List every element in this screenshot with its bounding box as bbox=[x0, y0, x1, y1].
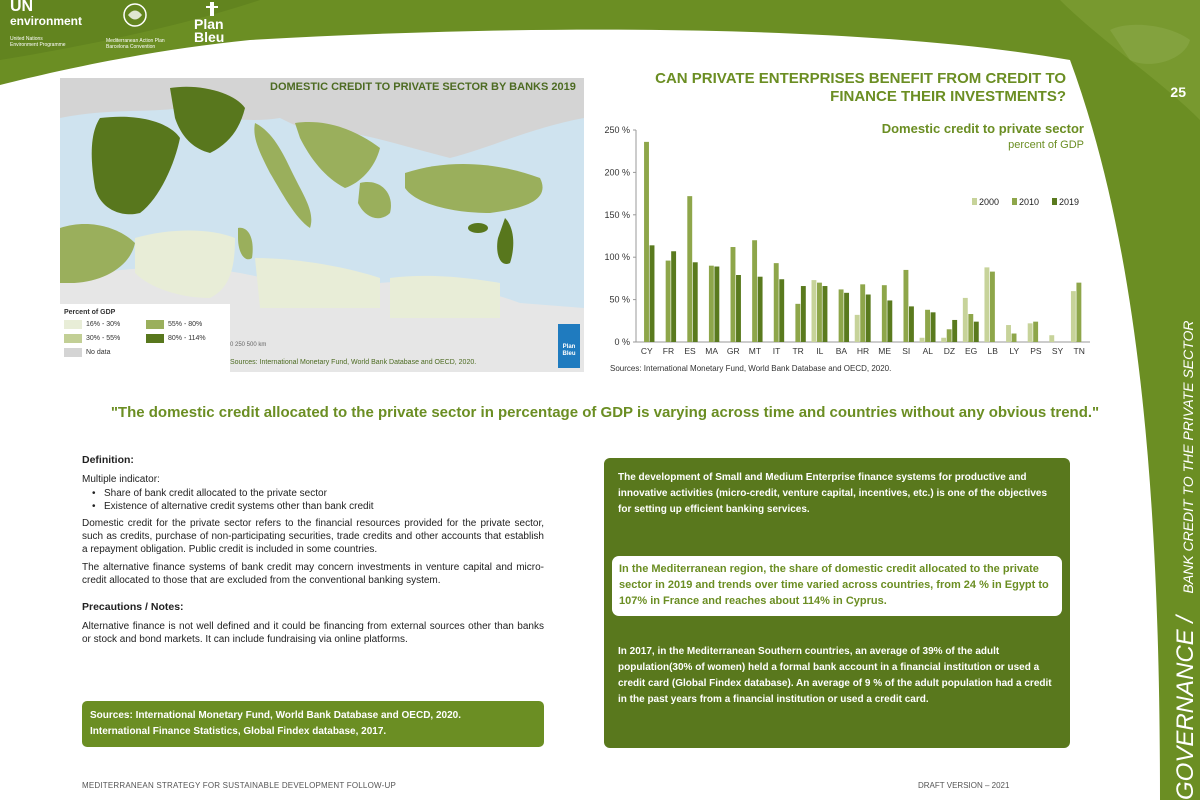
legend-title: Percent of GDP bbox=[64, 309, 116, 316]
logo-un-small1: United Nations bbox=[10, 36, 43, 42]
plan-bleu-logo bbox=[194, 0, 234, 50]
chart-title: Domestic credit to private sector bbox=[881, 121, 1084, 136]
x-tick-label: MA bbox=[705, 346, 719, 356]
bar-HR-2010 bbox=[860, 284, 865, 342]
legend-label: 30% - 55% bbox=[86, 335, 121, 342]
x-tick-label: TN bbox=[1073, 346, 1085, 356]
map-legend bbox=[60, 304, 230, 372]
y-tick-label: 250 % bbox=[604, 125, 630, 135]
bar-LB-2010 bbox=[990, 272, 995, 342]
chart-heading-line1: CAN PRIVATE ENTERPRISES BENEFIT FROM CREDIT TO bbox=[655, 70, 1066, 87]
sources-line2: International Finance Statistics, Global Findex database, 2017. bbox=[90, 726, 387, 737]
bar-IT-2019 bbox=[779, 279, 784, 342]
key-message-highlight: In the Mediterranean region, the share of domestic credit allocated to the private sector in 2019 and trends over time varied across countries, from 24 % in Egypt to 107% in France and reaches about 114% in Cyprus. bbox=[612, 556, 1062, 616]
map-source: Sources: International Monetary Fund, World Bank Database and OECD, 2020. bbox=[230, 359, 477, 366]
bar-IL-2000 bbox=[812, 280, 817, 342]
x-tick-label: ES bbox=[684, 346, 696, 356]
key-messages-box bbox=[604, 458, 1070, 748]
bar-SY-2000 bbox=[1049, 335, 1054, 342]
x-tick-label: SI bbox=[902, 346, 911, 356]
bar-MT-2010 bbox=[752, 240, 757, 342]
legend-item bbox=[146, 320, 228, 329]
logo-pb-line1: Plan bbox=[194, 16, 224, 32]
footer-right: DRAFT VERSION – 2021 bbox=[918, 781, 1010, 790]
x-tick-label: LY bbox=[1009, 346, 1020, 356]
legend-item bbox=[64, 348, 146, 357]
logo-map-small2: Barcelona Convention bbox=[106, 44, 156, 50]
map-emblem-icon bbox=[122, 2, 148, 28]
sources-line1: Sources: International Monetary Fund, World Bank Database and OECD, 2020. bbox=[90, 710, 462, 721]
chart-legend-swatch-2019 bbox=[1052, 198, 1057, 205]
y-tick-label: 100 % bbox=[604, 252, 630, 263]
bar-FR-2010 bbox=[666, 261, 671, 342]
logo-un-env-text: environment bbox=[10, 14, 83, 28]
bar-HR-2019 bbox=[866, 295, 871, 342]
legend-label: 55% - 80% bbox=[168, 321, 203, 328]
bar-GR-2019 bbox=[736, 275, 741, 342]
bar-ES-2010 bbox=[687, 196, 692, 342]
bar-EG-2010 bbox=[968, 314, 973, 342]
bar-IL-2019 bbox=[823, 286, 828, 342]
chart-legend-label-2019: 2019 bbox=[1059, 197, 1080, 207]
bar-LY-2000 bbox=[1006, 325, 1011, 342]
bar-PS-2000 bbox=[1028, 323, 1033, 342]
bar-TN-2000 bbox=[1071, 291, 1076, 342]
map-plan-bleu-logo bbox=[558, 324, 580, 368]
x-tick-label: EG bbox=[964, 346, 978, 356]
side-title bbox=[1172, 320, 1200, 800]
bar-PS-2010 bbox=[1033, 322, 1038, 342]
precautions-text: Alternative finance is not well defined and it could be financing from external sources other than banks or stock and bond markets. It can include fundraising via online platforms. bbox=[82, 621, 544, 645]
bar-TR-2019 bbox=[801, 286, 806, 342]
side-title-sub: BANK CREDIT TO THE PRIVATE SECTOR bbox=[1180, 320, 1196, 594]
footer-left: MEDITERRANEAN STRATEGY FOR SUSTAINABLE DEVELOPMENT FOLLOW-UP bbox=[82, 781, 396, 790]
bar-CY-2019 bbox=[650, 245, 655, 342]
bar-SI-2019 bbox=[909, 306, 914, 342]
legend-item bbox=[64, 334, 146, 343]
chart-heading bbox=[598, 70, 1066, 106]
bar-AL-2000 bbox=[920, 338, 925, 342]
chart-legend-swatch-2000 bbox=[972, 198, 977, 205]
precautions-title: Precautions / Notes: bbox=[82, 601, 184, 613]
bar-MA-2010 bbox=[709, 266, 714, 342]
plan-bleu-emblem-icon bbox=[204, 2, 220, 16]
x-tick-label: SY bbox=[1051, 346, 1064, 356]
chart-heading-line2: FINANCE THEIR INVESTMENTS? bbox=[830, 88, 1066, 105]
x-tick-label: FR bbox=[662, 346, 675, 356]
bar-TN-2010 bbox=[1076, 283, 1081, 342]
bar-DZ-2010 bbox=[947, 329, 952, 342]
map-scale: 0 250 500 km bbox=[230, 342, 267, 348]
legend-label: No data bbox=[86, 349, 111, 356]
definition-paragraph-2: The alternative finance systems of bank credit may concern investments in venture capital and micro-credit allocated to those that are excluded from the conventional banking system. bbox=[82, 562, 544, 586]
legend-label: 80% - 114% bbox=[168, 335, 206, 342]
definition-paragraph-1: Domestic credit for the private sector refers to the financial resources provided for the private sector, such as credits, purchase of non-participating securities, trade credits and other accounts that establish a repayment obligation. Public credit is included in some countries. bbox=[82, 518, 544, 555]
definition-bullet: • Existence of alternative credit systems other than bank credit bbox=[92, 500, 544, 513]
logo-un-small2: Environment Programme bbox=[10, 42, 66, 48]
logo-un-text: UN bbox=[10, 0, 34, 15]
key-message-1: The development of Small and Medium Enterprise finance systems for productive and innovative activities (micro-credit, venture capital, incentives, etc.) is one of the objectives for setting up efficient banking services. bbox=[618, 472, 1048, 515]
legend-swatch bbox=[146, 334, 164, 343]
chart-legend-swatch-2010 bbox=[1012, 198, 1017, 205]
bar-DZ-2000 bbox=[941, 338, 946, 342]
page-number: 25 bbox=[1170, 84, 1186, 100]
key-quote: "The domestic credit allocated to the private sector in percentage of GDP is varying across time and countries without any obvious trend." bbox=[110, 404, 1100, 421]
map-pb-line2: Bleu bbox=[562, 351, 576, 357]
bar-CY-2010 bbox=[644, 142, 649, 342]
definition-title: Definition: bbox=[82, 454, 134, 466]
key-message-2: In 2017, in the Mediterranean Southern countries, an average of 39% of the adult population(30% of women) held a formal bank account in a financial institution or used a credit card (Global Findex database). An average of 9 % of the adult population had a credit in the past years from a financial institution or used a credit card. bbox=[618, 646, 1052, 705]
bar-AL-2010 bbox=[925, 310, 930, 342]
x-tick-label: GR bbox=[726, 346, 740, 356]
bar-DZ-2019 bbox=[952, 320, 957, 342]
bar-EG-2019 bbox=[974, 322, 979, 342]
x-tick-label: MT bbox=[748, 346, 762, 356]
y-tick-label: 50 % bbox=[609, 294, 630, 305]
sources-box bbox=[82, 701, 544, 747]
legend-item bbox=[146, 334, 228, 343]
x-tick-label: LB bbox=[987, 346, 998, 356]
x-tick-label: CY bbox=[640, 346, 653, 356]
bar-SI-2010 bbox=[903, 270, 908, 342]
chart-legend-label-2010: 2010 bbox=[1019, 197, 1040, 207]
bar-FR-2019 bbox=[671, 251, 676, 342]
logo-map-small1: Mediterranean Action Plan bbox=[106, 38, 165, 44]
credit-bar-chart bbox=[590, 118, 1130, 362]
y-tick-label: 200 % bbox=[604, 167, 630, 178]
un-environment-logo bbox=[10, 0, 90, 50]
legend-swatch bbox=[64, 348, 82, 357]
bar-MT-2019 bbox=[758, 277, 763, 342]
definition-intro: Multiple indicator: bbox=[82, 474, 160, 485]
chart-legend-label-2000: 2000 bbox=[979, 197, 1000, 207]
x-tick-label: AL bbox=[922, 346, 934, 356]
logo-pb-line2: Bleu bbox=[194, 29, 225, 45]
definition-bullet: • Share of bank credit allocated to the private sector bbox=[92, 487, 544, 500]
definition-section bbox=[82, 454, 544, 651]
bar-ES-2019 bbox=[693, 262, 698, 342]
bar-LY-2010 bbox=[1012, 334, 1017, 342]
header-logos bbox=[10, 0, 234, 50]
legend-label: 16% - 30% bbox=[86, 321, 121, 328]
bar-AL-2019 bbox=[931, 312, 936, 342]
bar-BA-2010 bbox=[839, 289, 844, 342]
chart-source: Sources: International Monetary Fund, World Bank Database and OECD, 2020. bbox=[610, 364, 892, 373]
bar-IL-2010 bbox=[817, 283, 822, 342]
y-tick-label: 150 % bbox=[604, 209, 630, 220]
x-tick-label: HR bbox=[856, 346, 870, 356]
legend-item bbox=[64, 320, 146, 329]
bar-HR-2000 bbox=[855, 315, 860, 342]
bar-ME-2019 bbox=[887, 300, 892, 342]
bar-GR-2010 bbox=[731, 247, 736, 342]
definition-bullets bbox=[92, 487, 544, 513]
map-barcelona-logo bbox=[106, 0, 178, 50]
x-tick-label: BA bbox=[835, 346, 848, 356]
x-tick-label: TR bbox=[792, 346, 804, 356]
legend-swatch bbox=[146, 320, 164, 329]
bar-ME-2010 bbox=[882, 285, 887, 342]
map-title: DOMESTIC CREDIT TO PRIVATE SECTOR BY BANKS 2019 bbox=[270, 81, 576, 93]
x-tick-label: IT bbox=[772, 346, 781, 356]
y-tick-label: 0 % bbox=[614, 337, 630, 347]
credit-map bbox=[60, 78, 584, 372]
map-pb-line1: Plan bbox=[562, 344, 576, 350]
bar-IT-2010 bbox=[774, 263, 779, 342]
legend-swatch bbox=[64, 320, 82, 329]
bar-BA-2019 bbox=[844, 293, 849, 342]
bar-EG-2000 bbox=[963, 298, 968, 342]
bar-MA-2019 bbox=[714, 267, 719, 342]
x-tick-label: IL bbox=[816, 346, 824, 356]
x-tick-label: DZ bbox=[943, 346, 956, 356]
bar-LB-2000 bbox=[984, 267, 989, 342]
legend-grid bbox=[64, 320, 226, 357]
bar-TR-2010 bbox=[795, 304, 800, 342]
x-tick-label: PS bbox=[1030, 346, 1042, 356]
legend-swatch bbox=[64, 334, 82, 343]
x-tick-label: ME bbox=[878, 346, 891, 356]
side-title-main: GOVERNANCE / bbox=[1172, 615, 1199, 800]
chart-subtitle: percent of GDP bbox=[1008, 139, 1084, 151]
